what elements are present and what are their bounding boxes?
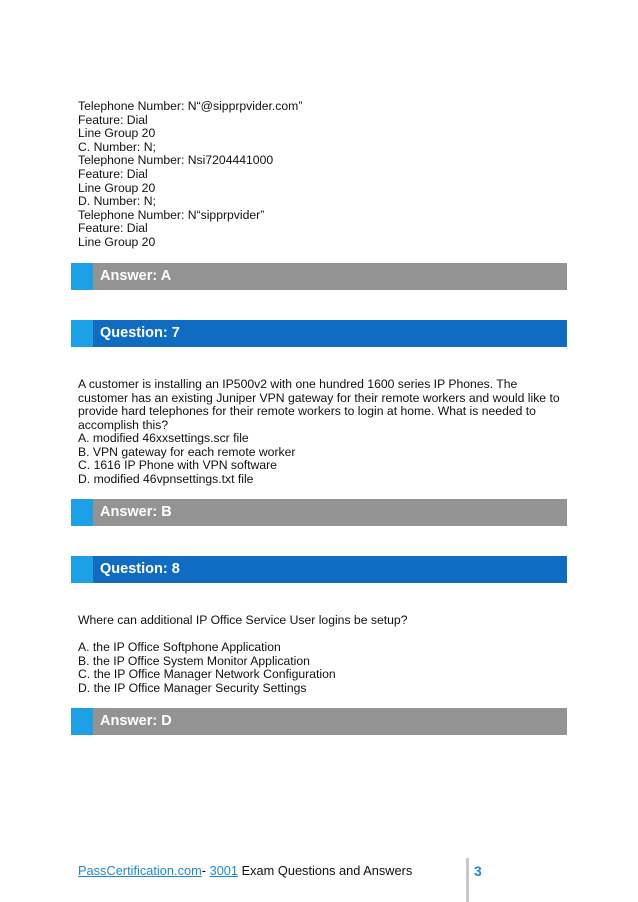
footer-divider xyxy=(466,858,469,902)
exam-link[interactable]: 3001 xyxy=(209,863,239,878)
footer-separator: - xyxy=(201,863,210,878)
option-line: D. Number: N; xyxy=(78,194,156,209)
question-text: Where can additional IP Office Service User logins be setup? xyxy=(78,613,408,627)
option-c: C. 1616 IP Phone with VPN software xyxy=(78,458,277,473)
bar-tab xyxy=(71,708,93,735)
question-options xyxy=(78,432,295,486)
question-bar xyxy=(71,320,567,347)
question-options xyxy=(78,641,336,695)
question-text: A customer is installing an IP500v2 with one hundred 1600 series IP Phones. The customer has an existing Juniper VPN gateway for their remote workers and would like to provide hard telephones for their remote workers to login at home. What is needed to accomplish this? xyxy=(78,377,560,432)
bar-tab xyxy=(71,556,93,583)
option-b: B. VPN gateway for each remote worker xyxy=(78,444,296,459)
option-line: Feature: Dial xyxy=(78,166,148,181)
option-line: Telephone Number: Nsi7204441000 xyxy=(78,153,274,168)
bar-tab xyxy=(71,263,93,290)
option-d: D. modified 46vpnsettings.txt file xyxy=(78,471,254,486)
option-c: C. the IP Office Manager Network Configuration xyxy=(78,667,336,682)
answer-label: Answer: D xyxy=(100,713,172,729)
answer-bar xyxy=(71,708,567,735)
option-b: B. the IP Office System Monitor Application xyxy=(78,653,310,668)
option-d: D. the IP Office Manager Security Settings xyxy=(78,680,307,695)
option-line: C. Number: N; xyxy=(78,139,156,154)
option-line: Line Group 20 xyxy=(78,234,156,249)
bar-tab xyxy=(71,320,93,347)
question-heading: Question: 7 xyxy=(100,325,180,341)
answer-bar xyxy=(71,499,567,526)
option-line: Telephone Number: N“sipprpvider” xyxy=(78,207,265,222)
page-footer xyxy=(78,863,412,878)
option-line: Line Group 20 xyxy=(78,126,156,141)
option-line: Telephone Number: N“@sipprpvider.com” xyxy=(78,99,303,113)
question-bar xyxy=(71,556,567,583)
option-line: Feature: Dial xyxy=(78,221,148,236)
question-heading: Question: 8 xyxy=(100,561,180,577)
option-a: A. the IP Office Softphone Application xyxy=(78,640,281,654)
footer-title: Exam Questions and Answers xyxy=(238,863,413,878)
option-a: A. modified 46xxsettings.scr file xyxy=(78,431,249,445)
answer-bar xyxy=(71,263,567,290)
bar-tab xyxy=(71,499,93,526)
answer-label: Answer: A xyxy=(100,268,172,284)
option-line: Feature: Dial xyxy=(78,112,148,127)
site-link[interactable]: PassCertification.com xyxy=(78,863,202,878)
previous-question-options xyxy=(78,100,302,250)
answer-label: Answer: B xyxy=(100,504,172,520)
page-number: 3 xyxy=(474,863,482,879)
option-line: Line Group 20 xyxy=(78,180,156,195)
